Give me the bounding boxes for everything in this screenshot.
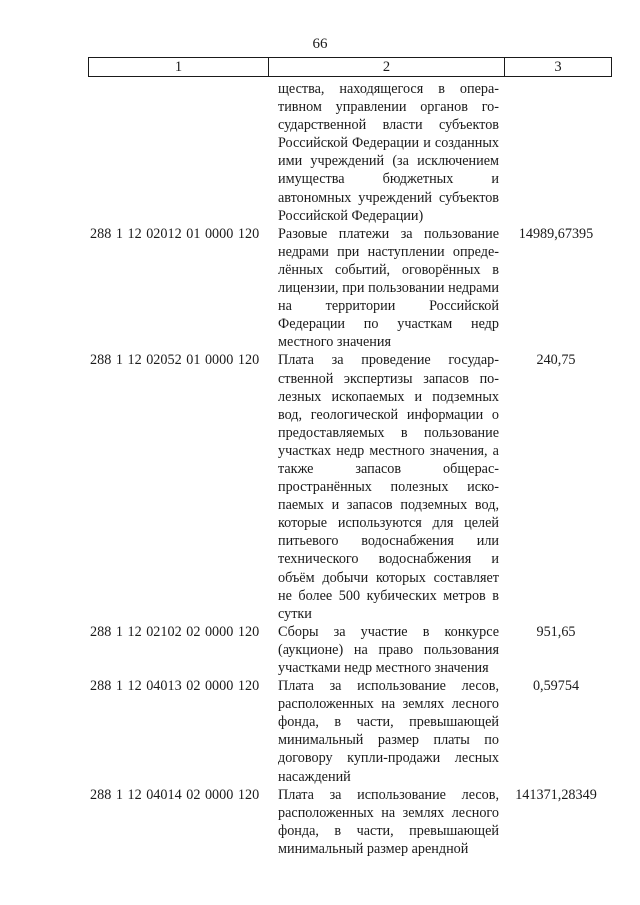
row-amount: 14989,67395	[518, 225, 594, 242]
page-number: 66	[312, 36, 328, 52]
row-description: щества, находящегося в оперативном управлении органов государственной власти субъектов Российской Федерации и созданных ими учреждений (за исключением имущества бюджетных и автономных учреждений субъектов Российской Федерации)	[278, 81, 499, 224]
table-row-continuation	[0, 80, 640, 225]
table-row	[0, 623, 640, 677]
row-description: Сборы за участие в конкурсе (аукционе) на право пользования участками недр местного значения	[278, 623, 499, 676]
table-body	[0, 80, 640, 858]
row-code: 288 1 12 04014 02 0000 120	[90, 786, 260, 803]
row-amount: 0,59754	[532, 678, 580, 695]
table-row	[0, 786, 640, 858]
column-header-2: 2	[269, 58, 505, 76]
row-description: Плата за использование лесов, расположенных на землях лесного фонда, в части, превышающей минимальный размер арендной	[278, 786, 499, 857]
row-code: 288 1 12 02052 01 0000 120	[90, 352, 260, 369]
row-code: 288 1 12 02102 02 0000 120	[90, 623, 260, 640]
column-header-1: 1	[89, 58, 269, 76]
column-header-row	[88, 57, 612, 77]
table-row	[0, 351, 640, 622]
table-row	[0, 677, 640, 786]
row-amount: 951,65	[536, 623, 576, 640]
row-description: Плата за использование лесов, расположенных на землях лесного фонда, в части, превышающей минимальный размер платы по договору купли-продажи лесных насаждений	[278, 678, 499, 785]
row-description: Разовые платежи за пользование недрами при наступлении определённых событий, оговорённых в лицензии, при пользовании недрами на территории Российской Федерации по участкам недр местного значения	[278, 225, 499, 351]
column-header-3: 3	[554, 59, 562, 75]
row-description: Плата за проведение государственной экспертизы запасов полезных ископаемых и подземных вод, геологической информации о предоставляемых в пользование участках недр местного значения, а также запасов общераспространённых полезных ископаемых и запасов подземных вод, которые используются для целей питьевого водоснабжения или технического водоснабжения и объём добычи которых составляет не более 500 кубических метров в сутки	[278, 352, 499, 622]
row-code: 288 1 12 02012 01 0000 120	[90, 225, 260, 242]
table-row	[0, 225, 640, 352]
row-code: 288 1 12 04013 02 0000 120	[90, 678, 260, 695]
row-amount: 240,75	[536, 352, 576, 369]
row-amount: 141371,28349	[515, 786, 597, 803]
